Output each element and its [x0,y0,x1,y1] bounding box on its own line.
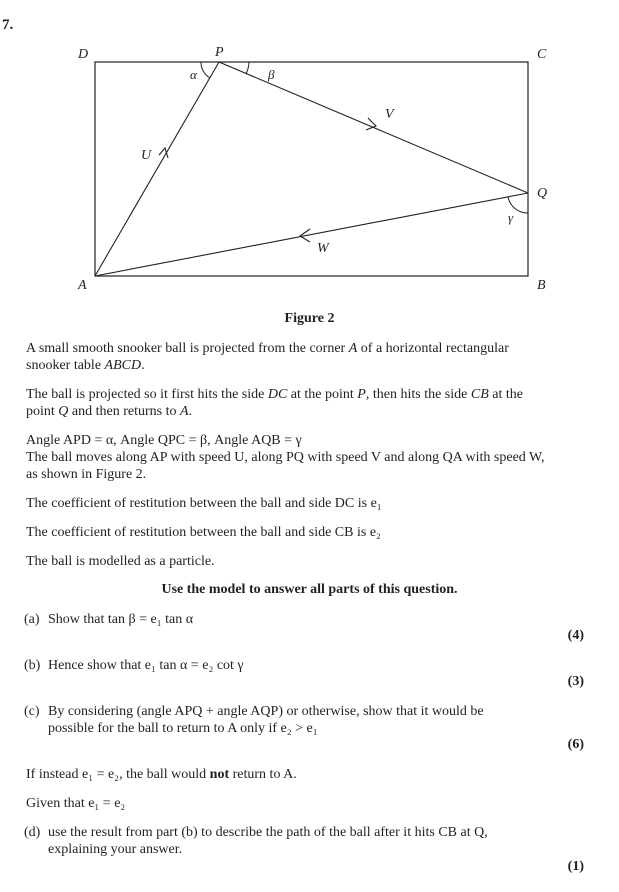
part-d-text: use the result from part (b) to describe the path of the ball after it hits CB at Q, explaining your answer. [48,825,488,857]
label-beta: β [268,67,275,82]
part-c-label: (c) [24,704,40,719]
label-B: B [537,278,546,293]
part-a-text: Show that tan β = e₁ tan α [48,612,194,627]
paragraph-2: The ball is projected so it first hits the side DC at the point P, then hits the side CB at the point Q and then returns to A. [26,387,523,419]
part-b [24,657,524,674]
arrow-U [159,148,168,158]
part-c [24,703,524,737]
label-U: U [141,148,152,163]
table-rectangle [95,62,528,276]
path-AP [95,62,219,276]
part-a-marks: (4) [567,628,584,643]
label-A: A [78,278,87,293]
speeds-line: The ball moves along AP with speed U, along PQ with speed V and along QA with speed W, as shown in Figure 2. [26,450,545,482]
part-b-marks: (3) [567,674,584,689]
arc-alpha [201,62,210,78]
paragraph-6: The ball is modelled as a particle. [26,554,215,569]
not-return-line: If instead e₁ = e₂, the ball would not return to A. [26,767,297,782]
part-d-label: (d) [24,825,41,840]
label-P: P [215,45,224,60]
label-gamma: γ [508,210,514,225]
figure-caption: Figure 2 [284,311,335,326]
part-d [24,824,524,858]
path-QA [95,193,528,276]
paragraph-3 [26,432,546,483]
part-c-marks: (6) [567,737,584,752]
arc-beta [246,62,249,74]
part-a-label: (a) [24,612,40,627]
question-number: 7. [2,17,14,33]
part-d-marks: (1) [567,859,584,874]
given-line: Given that e₁ = e₂ [26,796,126,811]
label-Q: Q [537,186,548,201]
paragraph-4: The coefficient of restitution between the ball and side DC is e₁ [26,496,382,511]
angles-line: Angle APD = α, Angle QPC = β, Angle AQB = γ [26,433,302,448]
label-alpha: α [190,67,197,82]
label-W: W [317,241,329,256]
label-V: V [385,107,394,122]
paragraph-1: A small smooth snooker ball is projected from the corner A of a horizontal rectangular snooker table ABCD. [26,341,509,373]
part-b-text: Hence show that e₁ tan α = e₂ cot γ [48,658,244,673]
paragraph-5: The coefficient of restitution between the ball and side CB is e₂ [26,525,381,540]
part-c-text: By considering (angle APQ + angle AQP) or otherwise, show that it would be possible for the ball to return to A only if e₂ > e₁ [48,704,484,736]
part-b-label: (b) [24,658,41,673]
label-C: C [537,47,547,62]
instruction: Use the model to answer all parts of this question. [161,582,458,597]
label-D: D [78,47,89,62]
part-a [24,611,524,628]
